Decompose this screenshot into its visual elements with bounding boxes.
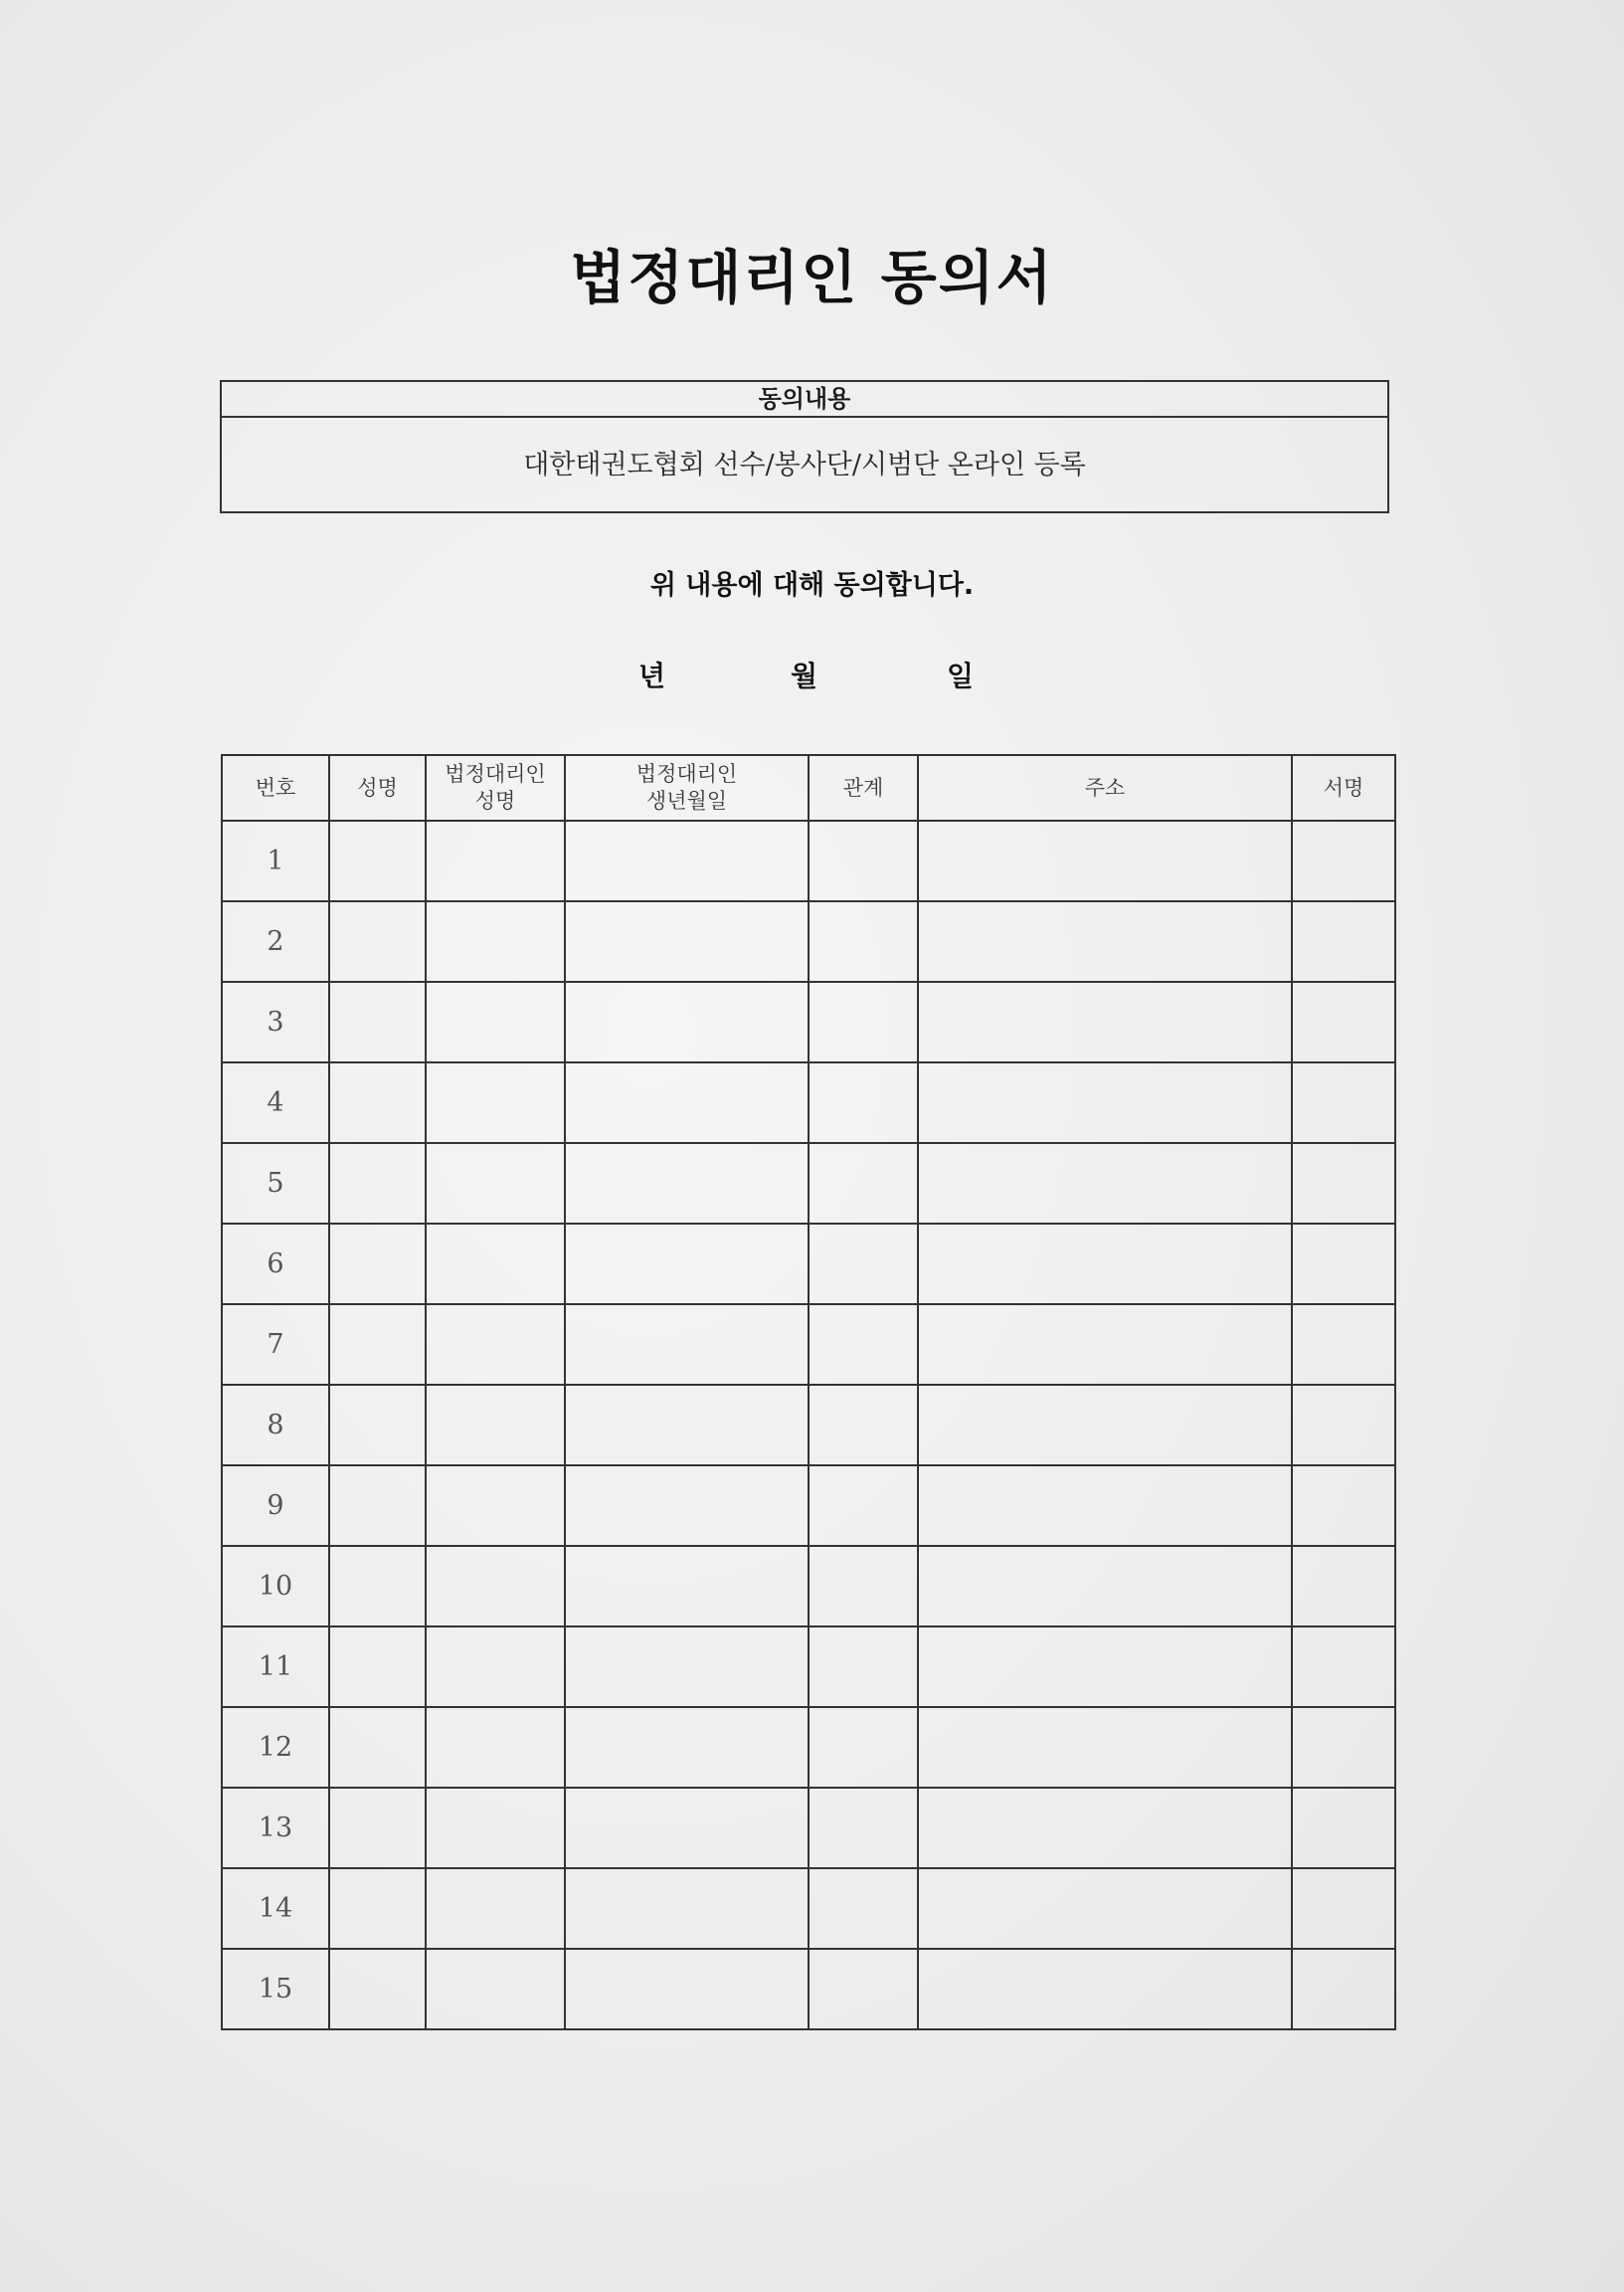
row-number: 15 (222, 1949, 329, 2029)
blank-cell-col-relation[interactable] (809, 821, 918, 901)
header-label-line2: 생년월일 (645, 789, 728, 813)
blank-cell-col-guardian-name[interactable] (426, 1788, 565, 1868)
blank-cell-col-guardian-name[interactable] (426, 1465, 565, 1546)
date-day-label: 일 (947, 660, 975, 692)
blank-cell-col-guardian-birthdate[interactable] (565, 1224, 809, 1304)
table-row (222, 1385, 1395, 1465)
row-number: 3 (222, 982, 329, 1062)
blank-cell-col-address[interactable] (918, 1949, 1292, 2029)
header-label: 관계 (842, 775, 884, 800)
header-col-guardian-birthdate (565, 755, 809, 821)
blank-cell-col-name[interactable] (329, 1224, 426, 1304)
blank-cell-col-address[interactable] (918, 901, 1292, 982)
blank-cell-col-relation[interactable] (809, 1546, 918, 1626)
header-col-address (918, 755, 1292, 821)
table-row (222, 1868, 1395, 1949)
blank-cell-col-guardian-name[interactable] (426, 982, 565, 1062)
blank-cell-col-guardian-birthdate[interactable] (565, 1385, 809, 1465)
blank-cell-col-signature[interactable] (1292, 1868, 1395, 1949)
blank-cell-col-signature[interactable] (1292, 1143, 1395, 1224)
signature-table (221, 754, 1396, 2030)
table-row (222, 1626, 1395, 1707)
header-label: 번호 (255, 775, 296, 800)
table-row (222, 1949, 1395, 2029)
agree-statement: 위 내용에 대해 동의합니다. (649, 570, 975, 601)
blank-cell-col-guardian-name[interactable] (426, 1868, 565, 1949)
blank-cell-col-guardian-birthdate[interactable] (565, 901, 809, 982)
blank-cell-col-guardian-birthdate[interactable] (565, 1546, 809, 1626)
blank-cell-col-signature[interactable] (1292, 1546, 1395, 1626)
row-number: 4 (222, 1062, 329, 1143)
blank-cell-col-guardian-name[interactable] (426, 1304, 565, 1385)
header-col-guardian-name (426, 755, 565, 821)
blank-cell-col-relation[interactable] (809, 901, 918, 982)
blank-cell-col-name[interactable] (329, 1868, 426, 1949)
blank-cell-col-name[interactable] (329, 1465, 426, 1546)
blank-cell-col-signature[interactable] (1292, 821, 1395, 901)
table-row (222, 982, 1395, 1062)
date-line (0, 655, 1624, 694)
table-row (222, 821, 1395, 901)
blank-cell-col-signature[interactable] (1292, 901, 1395, 982)
blank-cell-col-guardian-name[interactable] (426, 1546, 565, 1626)
header-col-name (329, 755, 426, 821)
blank-cell-col-signature[interactable] (1292, 1385, 1395, 1465)
table-row (222, 1788, 1395, 1868)
blank-cell-col-guardian-birthdate[interactable] (565, 1062, 809, 1143)
blank-cell-col-relation[interactable] (809, 1062, 918, 1143)
blank-cell-col-guardian-birthdate[interactable] (565, 1949, 809, 2029)
blank-cell-col-relation[interactable] (809, 1143, 918, 1224)
blank-cell-col-signature[interactable] (1292, 1626, 1395, 1707)
blank-cell-col-relation[interactable] (809, 1707, 918, 1788)
blank-cell-col-guardian-birthdate[interactable] (565, 1143, 809, 1224)
blank-cell-col-guardian-birthdate[interactable] (565, 982, 809, 1062)
blank-cell-col-guardian-name[interactable] (426, 821, 565, 901)
row-number: 5 (222, 1143, 329, 1224)
blank-cell-col-address[interactable] (918, 1143, 1292, 1224)
blank-cell-col-address[interactable] (918, 1465, 1292, 1546)
row-number: 10 (222, 1546, 329, 1626)
header-label: 법정대리인 (445, 762, 546, 786)
blank-cell-col-guardian-name[interactable] (426, 901, 565, 982)
blank-cell-col-guardian-name[interactable] (426, 1707, 565, 1788)
blank-cell-col-name[interactable] (329, 982, 426, 1062)
date-month-label: 월 (791, 660, 818, 692)
blank-cell-col-guardian-birthdate[interactable] (565, 1788, 809, 1868)
consent-body: 대한태권도협회 선수/봉사단/시범단 온라인 등록 (523, 450, 1086, 480)
blank-cell-col-guardian-birthdate[interactable] (565, 1868, 809, 1949)
blank-cell-col-relation[interactable] (809, 1949, 918, 2029)
blank-cell-col-guardian-name[interactable] (426, 1949, 565, 2029)
blank-cell-col-name[interactable] (329, 901, 426, 982)
row-number: 2 (222, 901, 329, 982)
blank-cell-col-address[interactable] (918, 1626, 1292, 1707)
blank-cell-col-relation[interactable] (809, 1626, 918, 1707)
row-number: 8 (222, 1385, 329, 1465)
table-row (222, 1304, 1395, 1385)
table-row (222, 1707, 1395, 1788)
blank-cell-col-name[interactable] (329, 1626, 426, 1707)
row-number: 1 (222, 821, 329, 901)
blank-cell-col-name[interactable] (329, 1949, 426, 2029)
blank-cell-col-signature[interactable] (1292, 1707, 1395, 1788)
blank-cell-col-address[interactable] (918, 982, 1292, 1062)
table-row (222, 1062, 1395, 1143)
header-label: 주소 (1084, 775, 1126, 800)
header-col-relation (809, 755, 918, 821)
header-label: 성명 (357, 775, 398, 800)
blank-cell-col-guardian-birthdate[interactable] (565, 1465, 809, 1546)
blank-cell-col-address[interactable] (918, 1707, 1292, 1788)
date-year-label: 년 (638, 660, 666, 692)
blank-cell-col-name[interactable] (329, 1062, 426, 1143)
table-row (222, 901, 1395, 982)
blank-cell-col-guardian-birthdate[interactable] (565, 1304, 809, 1385)
blank-cell-col-name[interactable] (329, 821, 426, 901)
header-label-line2: 성명 (474, 789, 516, 813)
blank-cell-col-relation[interactable] (809, 1304, 918, 1385)
blank-cell-col-signature[interactable] (1292, 1224, 1395, 1304)
header-col-number (222, 755, 329, 821)
blank-cell-col-relation[interactable] (809, 1465, 918, 1546)
blank-cell-col-name[interactable] (329, 1546, 426, 1626)
row-number: 14 (222, 1868, 329, 1949)
blank-cell-col-signature[interactable] (1292, 982, 1395, 1062)
blank-cell-col-guardian-birthdate[interactable] (565, 1707, 809, 1788)
blank-cell-col-relation[interactable] (809, 1788, 918, 1868)
blank-cell-col-address[interactable] (918, 1385, 1292, 1465)
blank-cell-col-signature[interactable] (1292, 1304, 1395, 1385)
blank-cell-col-address[interactable] (918, 821, 1292, 901)
blank-cell-col-guardian-birthdate[interactable] (565, 1626, 809, 1707)
blank-cell-col-name[interactable] (329, 1707, 426, 1788)
header-label: 법정대리인 (635, 762, 738, 786)
blank-cell-col-relation[interactable] (809, 1385, 918, 1465)
blank-cell-col-address[interactable] (918, 1868, 1292, 1949)
blank-cell-col-signature[interactable] (1292, 1465, 1395, 1546)
table-row (222, 1465, 1395, 1546)
blank-cell-col-address[interactable] (918, 1224, 1292, 1304)
blank-cell-col-address[interactable] (918, 1062, 1292, 1143)
blank-cell-col-name[interactable] (329, 1143, 426, 1224)
blank-cell-col-relation[interactable] (809, 1868, 918, 1949)
blank-cell-col-name[interactable] (329, 1385, 426, 1465)
consent-box (220, 380, 1389, 513)
blank-cell-col-relation[interactable] (809, 982, 918, 1062)
blank-cell-col-guardian-name[interactable] (426, 1143, 565, 1224)
blank-cell-col-signature[interactable] (1292, 1062, 1395, 1143)
table-row (222, 1546, 1395, 1626)
blank-cell-col-name[interactable] (329, 1788, 426, 1868)
blank-cell-col-guardian-name[interactable] (426, 1626, 565, 1707)
row-number: 7 (222, 1304, 329, 1385)
row-number: 9 (222, 1465, 329, 1546)
blank-cell-col-name[interactable] (329, 1304, 426, 1385)
blank-cell-col-signature[interactable] (1292, 1949, 1395, 2029)
row-number: 11 (222, 1626, 329, 1707)
table-row (222, 1143, 1395, 1224)
blank-cell-col-guardian-name[interactable] (426, 1062, 565, 1143)
blank-cell-col-relation[interactable] (809, 1224, 918, 1304)
blank-cell-col-address[interactable] (918, 1304, 1292, 1385)
blank-cell-col-guardian-name[interactable] (426, 1385, 565, 1465)
table-row (222, 1224, 1395, 1304)
blank-cell-col-address[interactable] (918, 1788, 1292, 1868)
blank-cell-col-guardian-birthdate[interactable] (565, 821, 809, 901)
consent-header: 동의내용 (222, 382, 1387, 418)
header-label: 서명 (1323, 775, 1364, 800)
table-header-row (222, 755, 1395, 821)
document-title: 법정대리인 동의서 (570, 244, 1054, 311)
table-body (222, 821, 1395, 2029)
blank-cell-col-signature[interactable] (1292, 1788, 1395, 1868)
blank-cell-col-guardian-name[interactable] (426, 1224, 565, 1304)
row-number: 6 (222, 1224, 329, 1304)
row-number: 13 (222, 1788, 329, 1868)
blank-cell-col-address[interactable] (918, 1546, 1292, 1626)
row-number: 12 (222, 1707, 329, 1788)
header-col-signature (1292, 755, 1395, 821)
